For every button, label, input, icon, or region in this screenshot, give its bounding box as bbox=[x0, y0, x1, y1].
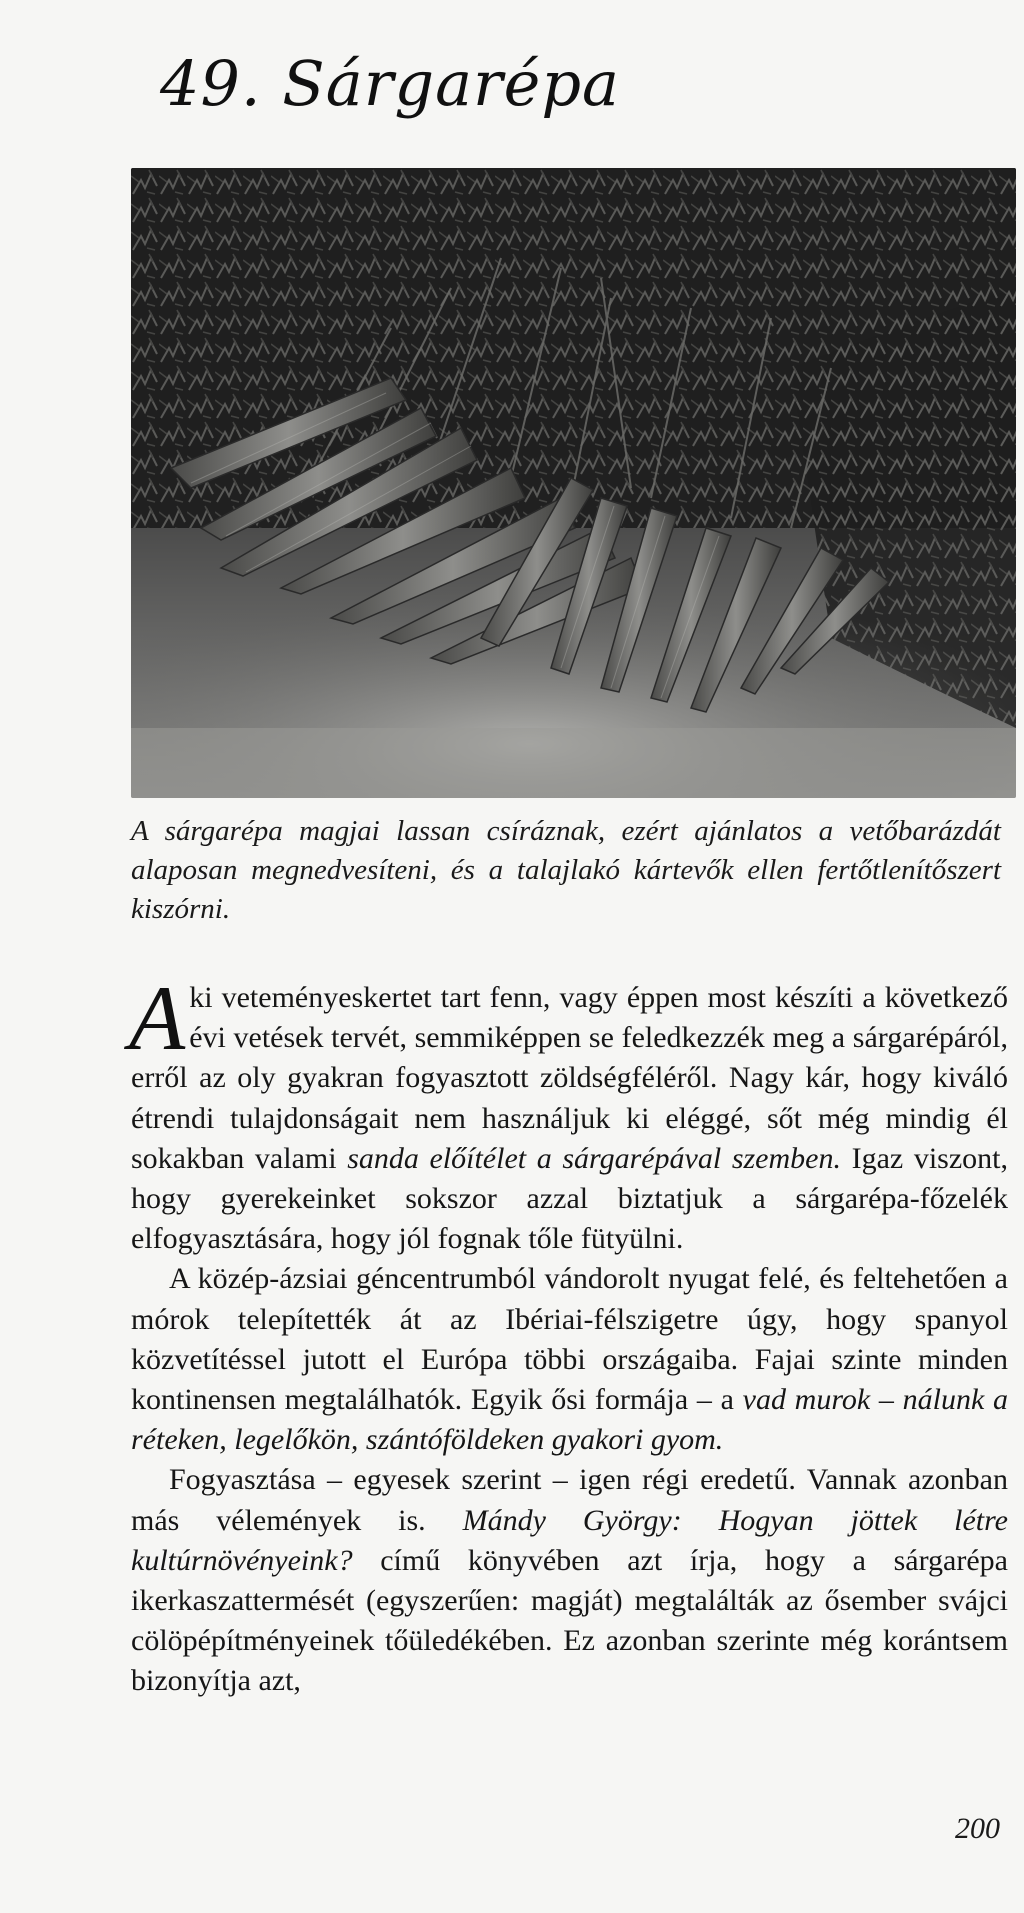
article-body bbox=[129, 967, 1008, 1702]
paragraph-1-text-a: ki veteményeskertet tart fenn, vagy éppen most készíti a következő évi vetések tervét, semmiképpen se feledkezzék meg a sárgarépáról, erről az oly gyakran fogyasztott zöldségféléről. Nagy kár, hogy kiváló étrendi tulajdonságait nem használjuk ki eléggé, sőt még mindig él sokakban valami bbox=[131, 981, 1008, 1175]
paragraph-1-text-c: Igaz viszont, hogy gyerekeinket sokszor azzal biztatjuk a sárgarépa-főzelék elfogyasztására, hogy jól fognak tőle fütyülni. bbox=[131, 1141, 1008, 1256]
paragraph-3 bbox=[131, 1460, 1008, 1701]
paragraph-3-italic: Mándy György: Hogyan jöttek létre kultúrnövényeink? bbox=[131, 1503, 1008, 1577]
paragraph-2 bbox=[131, 1259, 1008, 1460]
carrots-photo bbox=[131, 168, 1016, 798]
paragraph-2-italic-b: nálunk a réteken, legelőkön, szántóföldeken gyakori gyom. bbox=[131, 1383, 1008, 1457]
page-number: 200 bbox=[955, 1812, 1000, 1845]
paragraph-1 bbox=[129, 967, 1008, 1259]
paragraph-2-italic-a: vad murok bbox=[742, 1383, 871, 1417]
page-title: 49. Sárgarépa bbox=[160, 47, 621, 120]
paragraph-2-text-a: A közép-ázsiai géncentrumból vándorolt nyugat felé, és feltehetően a mórok telepítették át az Ibériai-félszigetre úgy, hogy spanyol közvetítéssel jutott el Európa többi országaiba. Fajai szinte minden kontinensen megtalálhatók. Egyik ősi formája – a bbox=[131, 1262, 1008, 1417]
paragraph-3-text-c: című könyvében azt írja, hogy a sárgarépa ikerkaszattermését (egyszerűen: magját) megtalálták az ősember svájci cölöpépítményeinek tőüledékében. Ez azonban szerinte még korántsem bizonyítja azt, bbox=[131, 1543, 1008, 1698]
carrots-photo-icon bbox=[131, 168, 1016, 798]
paragraph-2-text-c: – bbox=[870, 1383, 903, 1417]
paragraph-3-text-a: Fogyasztása – egyesek szerint – igen régi eredetű. Vannak azonban más vélemények is. bbox=[131, 1463, 1008, 1537]
drop-cap: A bbox=[129, 967, 186, 1069]
photo-caption: A sárgarépa magjai lassan csíráznak, ezért ajánlatos a vetőbarázdát alaposan megnedvesíteni, és a talajlakó kártevők ellen fertőtlenítőszert kiszórni. bbox=[131, 815, 1001, 925]
paragraph-1-italic: sanda előítélet a sárgarépával szemben. bbox=[347, 1141, 841, 1175]
